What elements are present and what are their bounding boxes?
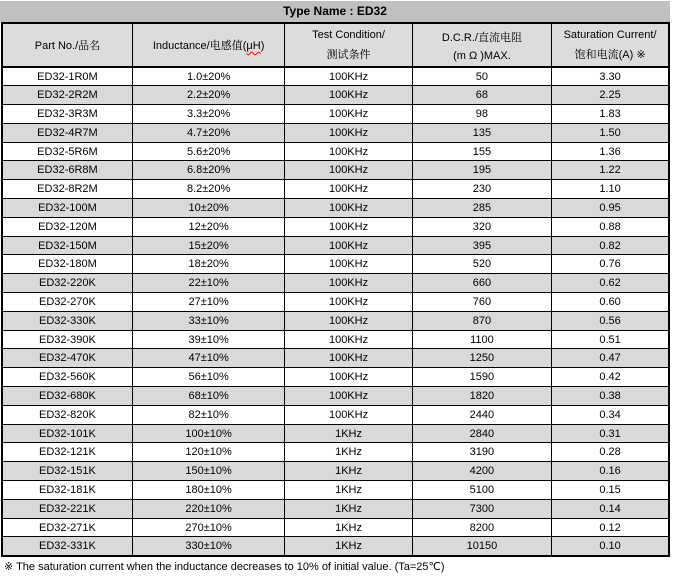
cell-inductance: 6.8±20% bbox=[132, 161, 284, 180]
cell-saturation-current: 0.15 bbox=[552, 481, 669, 500]
cell-test-condition: 1KHz bbox=[285, 481, 412, 500]
cell-part-no: ED32-220K bbox=[2, 274, 132, 293]
table-row bbox=[2, 499, 669, 518]
inductance-unit-spellcheck: μH bbox=[246, 40, 261, 52]
cell-inductance: 33±10% bbox=[132, 311, 284, 330]
table-row bbox=[2, 236, 669, 255]
col-header-dcr-line1: D.C.R./直流电阻 bbox=[441, 31, 522, 44]
col-header-test-condition bbox=[285, 23, 412, 67]
table-title-text: Type Name : ED32 bbox=[283, 4, 387, 18]
table-row bbox=[2, 293, 669, 312]
cell-test-condition: 1KHz bbox=[285, 443, 412, 462]
cell-saturation-current: 0.62 bbox=[552, 274, 669, 293]
cell-part-no: ED32-1R0M bbox=[2, 67, 132, 86]
cell-dcr: 230 bbox=[412, 180, 551, 199]
table-title bbox=[0, 1, 670, 22]
cell-dcr: 68 bbox=[412, 86, 551, 105]
cell-test-condition: 1KHz bbox=[285, 462, 412, 481]
col-header-part-no bbox=[2, 23, 132, 67]
col-header-dcr-line2: (m Ω )MAX. bbox=[453, 49, 511, 62]
table-row bbox=[2, 142, 669, 161]
cell-test-condition: 100KHz bbox=[285, 67, 412, 86]
cell-test-condition: 100KHz bbox=[285, 349, 412, 368]
cell-saturation-current: 0.88 bbox=[552, 217, 669, 236]
cell-inductance: 15±20% bbox=[132, 236, 284, 255]
cell-test-condition: 100KHz bbox=[285, 330, 412, 349]
cell-part-no: ED32-470K bbox=[2, 349, 132, 368]
cell-part-no: ED32-2R2M bbox=[2, 86, 132, 105]
cell-inductance: 270±10% bbox=[132, 518, 284, 537]
cell-inductance: 56±10% bbox=[132, 368, 284, 387]
cell-test-condition: 1KHz bbox=[285, 537, 412, 556]
cell-inductance: 5.6±20% bbox=[132, 142, 284, 161]
cell-part-no: ED32-6R8M bbox=[2, 161, 132, 180]
table-row bbox=[2, 405, 669, 424]
cell-inductance: 330±10% bbox=[132, 537, 284, 556]
cell-dcr: 135 bbox=[412, 123, 551, 142]
table-row bbox=[2, 462, 669, 481]
cell-test-condition: 1KHz bbox=[285, 424, 412, 443]
cell-inductance: 39±10% bbox=[132, 330, 284, 349]
cell-test-condition: 1KHz bbox=[285, 499, 412, 518]
cell-test-condition: 100KHz bbox=[285, 105, 412, 124]
spec-table-header bbox=[2, 23, 669, 67]
cell-saturation-current: 3.30 bbox=[552, 67, 669, 86]
table-row bbox=[2, 481, 669, 500]
footnote bbox=[4, 560, 673, 573]
cell-test-condition: 100KHz bbox=[285, 255, 412, 274]
cell-inductance: 8.2±20% bbox=[132, 180, 284, 199]
table-row bbox=[2, 274, 669, 293]
cell-dcr: 155 bbox=[412, 142, 551, 161]
cell-inductance: 10±20% bbox=[132, 199, 284, 218]
cell-inductance: 12±20% bbox=[132, 217, 284, 236]
cell-part-no: ED32-100M bbox=[2, 199, 132, 218]
col-header-test-condition-line2: 测试条件 bbox=[326, 48, 371, 61]
cell-part-no: ED32-101K bbox=[2, 424, 132, 443]
cell-saturation-current: 1.10 bbox=[552, 180, 669, 199]
cell-inductance: 27±10% bbox=[132, 293, 284, 312]
cell-test-condition: 100KHz bbox=[285, 161, 412, 180]
cell-dcr: 320 bbox=[412, 217, 551, 236]
table-row bbox=[2, 123, 669, 142]
table-row bbox=[2, 161, 669, 180]
cell-saturation-current: 0.38 bbox=[552, 387, 669, 406]
col-header-inductance bbox=[132, 23, 284, 67]
cell-saturation-current: 0.31 bbox=[552, 424, 669, 443]
cell-dcr: 4200 bbox=[412, 462, 551, 481]
cell-saturation-current: 0.16 bbox=[552, 462, 669, 481]
table-row bbox=[2, 217, 669, 236]
cell-inductance: 180±10% bbox=[132, 481, 284, 500]
cell-inductance: 47±10% bbox=[132, 349, 284, 368]
cell-dcr: 285 bbox=[412, 199, 551, 218]
cell-inductance: 150±10% bbox=[132, 462, 284, 481]
cell-saturation-current: 0.42 bbox=[552, 368, 669, 387]
cell-dcr: 7300 bbox=[412, 499, 551, 518]
cell-saturation-current: 0.28 bbox=[552, 443, 669, 462]
cell-part-no: ED32-150M bbox=[2, 236, 132, 255]
cell-dcr: 1100 bbox=[412, 330, 551, 349]
cell-inductance: 220±10% bbox=[132, 499, 284, 518]
cell-dcr: 2840 bbox=[412, 424, 551, 443]
cell-inductance: 68±10% bbox=[132, 387, 284, 406]
cell-test-condition: 100KHz bbox=[285, 311, 412, 330]
cell-dcr: 98 bbox=[412, 105, 551, 124]
table-row bbox=[2, 330, 669, 349]
table-row bbox=[2, 424, 669, 443]
cell-part-no: ED32-560K bbox=[2, 368, 132, 387]
cell-test-condition: 100KHz bbox=[285, 387, 412, 406]
cell-dcr: 870 bbox=[412, 311, 551, 330]
cell-dcr: 195 bbox=[412, 161, 551, 180]
cell-dcr: 520 bbox=[412, 255, 551, 274]
cell-saturation-current: 0.34 bbox=[552, 405, 669, 424]
table-row bbox=[2, 349, 669, 368]
cell-part-no: ED32-221K bbox=[2, 499, 132, 518]
table-row bbox=[2, 255, 669, 274]
cell-dcr: 1590 bbox=[412, 368, 551, 387]
cell-part-no: ED32-5R6M bbox=[2, 142, 132, 161]
cell-inductance: 18±20% bbox=[132, 255, 284, 274]
cell-part-no: ED32-181K bbox=[2, 481, 132, 500]
cell-dcr: 10150 bbox=[412, 537, 551, 556]
cell-part-no: ED32-3R3M bbox=[2, 105, 132, 124]
footnote-text: ※ The saturation current when the inductance decreases to 10% of initial value. (Ta=25℃) bbox=[4, 560, 445, 573]
cell-dcr: 660 bbox=[412, 274, 551, 293]
cell-dcr: 760 bbox=[412, 293, 551, 312]
table-row bbox=[2, 105, 669, 124]
cell-part-no: ED32-270K bbox=[2, 293, 132, 312]
table-row bbox=[2, 518, 669, 537]
cell-part-no: ED32-820K bbox=[2, 405, 132, 424]
cell-saturation-current: 0.60 bbox=[552, 293, 669, 312]
cell-part-no: ED32-271K bbox=[2, 518, 132, 537]
cell-inductance: 120±10% bbox=[132, 443, 284, 462]
cell-dcr: 2440 bbox=[412, 405, 551, 424]
cell-inductance: 22±10% bbox=[132, 274, 284, 293]
table-row bbox=[2, 537, 669, 556]
cell-saturation-current: 1.36 bbox=[552, 142, 669, 161]
table-row bbox=[2, 180, 669, 199]
cell-test-condition: 100KHz bbox=[285, 274, 412, 293]
table-row bbox=[2, 368, 669, 387]
cell-test-condition: 100KHz bbox=[285, 405, 412, 424]
cell-part-no: ED32-331K bbox=[2, 537, 132, 556]
col-header-part-no-label: Part No./品名 bbox=[34, 40, 101, 52]
cell-inductance: 1.0±20% bbox=[132, 67, 284, 86]
cell-saturation-current: 1.22 bbox=[552, 161, 669, 180]
cell-part-no: ED32-180M bbox=[2, 255, 132, 274]
table-row bbox=[2, 443, 669, 462]
cell-saturation-current: 0.12 bbox=[552, 518, 669, 537]
cell-inductance: 4.7±20% bbox=[132, 123, 284, 142]
cell-saturation-current: 0.56 bbox=[552, 311, 669, 330]
cell-part-no: ED32-120M bbox=[2, 217, 132, 236]
col-header-saturation bbox=[552, 23, 669, 67]
table-row bbox=[2, 311, 669, 330]
cell-test-condition: 100KHz bbox=[285, 217, 412, 236]
cell-saturation-current: 0.82 bbox=[552, 236, 669, 255]
header-row bbox=[2, 23, 669, 67]
col-header-saturation-line1: Saturation Current/ bbox=[563, 28, 657, 41]
cell-saturation-current: 0.95 bbox=[552, 199, 669, 218]
cell-test-condition: 100KHz bbox=[285, 368, 412, 387]
cell-test-condition: 100KHz bbox=[285, 293, 412, 312]
spec-table bbox=[1, 22, 670, 557]
cell-saturation-current: 1.83 bbox=[552, 105, 669, 124]
cell-inductance: 100±10% bbox=[132, 424, 284, 443]
cell-part-no: ED32-121K bbox=[2, 443, 132, 462]
cell-saturation-current: 2.25 bbox=[552, 86, 669, 105]
cell-inductance: 3.3±20% bbox=[132, 105, 284, 124]
col-header-inductance-label: Inductance/电感值(μH) bbox=[152, 40, 265, 52]
table-row bbox=[2, 387, 669, 406]
cell-dcr: 5100 bbox=[412, 481, 551, 500]
col-header-test-condition-line1: Test Condition/ bbox=[312, 28, 385, 41]
cell-test-condition: 100KHz bbox=[285, 86, 412, 105]
spec-table-body bbox=[2, 67, 669, 556]
cell-saturation-current: 0.47 bbox=[552, 349, 669, 368]
col-header-saturation-line2: 饱和电流(A) ※ bbox=[574, 48, 646, 61]
cell-test-condition: 100KHz bbox=[285, 142, 412, 161]
table-row bbox=[2, 67, 669, 86]
cell-part-no: ED32-390K bbox=[2, 330, 132, 349]
cell-test-condition: 100KHz bbox=[285, 236, 412, 255]
cell-part-no: ED32-151K bbox=[2, 462, 132, 481]
cell-test-condition: 100KHz bbox=[285, 123, 412, 142]
cell-test-condition: 100KHz bbox=[285, 180, 412, 199]
cell-inductance: 2.2±20% bbox=[132, 86, 284, 105]
table-row bbox=[2, 86, 669, 105]
cell-dcr: 8200 bbox=[412, 518, 551, 537]
cell-dcr: 395 bbox=[412, 236, 551, 255]
cell-part-no: ED32-8R2M bbox=[2, 180, 132, 199]
cell-dcr: 50 bbox=[412, 67, 551, 86]
cell-part-no: ED32-680K bbox=[2, 387, 132, 406]
cell-saturation-current: 0.76 bbox=[552, 255, 669, 274]
cell-saturation-current: 0.14 bbox=[552, 499, 669, 518]
cell-dcr: 1820 bbox=[412, 387, 551, 406]
cell-test-condition: 100KHz bbox=[285, 199, 412, 218]
col-header-dcr bbox=[412, 23, 551, 67]
cell-part-no: ED32-4R7M bbox=[2, 123, 132, 142]
cell-dcr: 3190 bbox=[412, 443, 551, 462]
table-row bbox=[2, 199, 669, 218]
cell-part-no: ED32-330K bbox=[2, 311, 132, 330]
cell-test-condition: 1KHz bbox=[285, 518, 412, 537]
cell-saturation-current: 1.50 bbox=[552, 123, 669, 142]
cell-inductance: 82±10% bbox=[132, 405, 284, 424]
cell-saturation-current: 0.10 bbox=[552, 537, 669, 556]
cell-dcr: 1250 bbox=[412, 349, 551, 368]
cell-saturation-current: 0.51 bbox=[552, 330, 669, 349]
